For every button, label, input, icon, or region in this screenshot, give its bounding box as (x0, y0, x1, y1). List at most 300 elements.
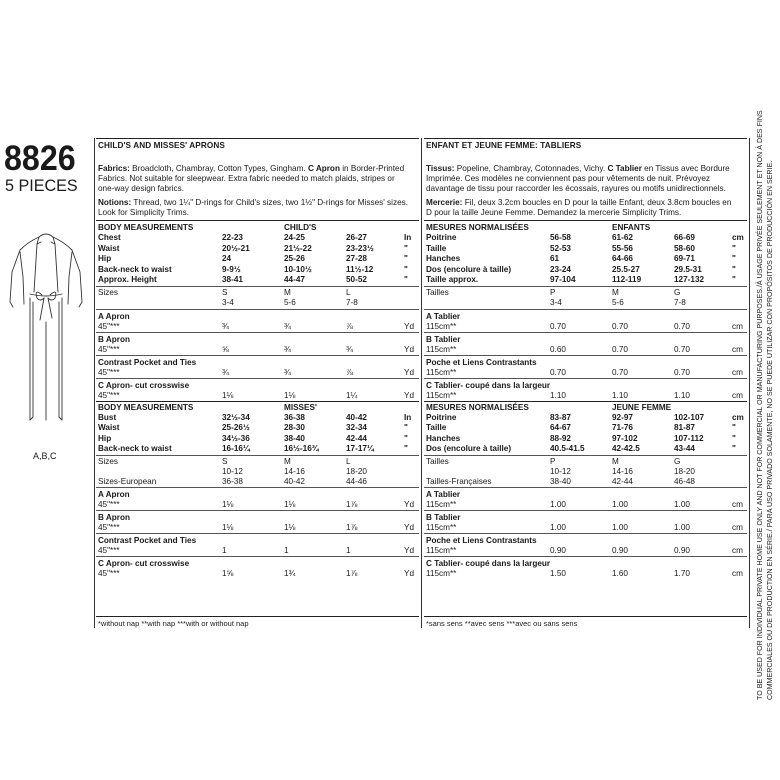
european-size: 42-44 (612, 476, 633, 486)
unit: Yd (404, 344, 415, 354)
unit: In (404, 233, 412, 242)
yardage-value: 1⅞ (346, 522, 358, 532)
yardage-value: 0.70 (674, 367, 690, 377)
unit: " (404, 433, 408, 443)
yardage-value: ⅝ (222, 344, 229, 354)
unit: Yd (404, 367, 415, 377)
measurement-label: Hip (98, 254, 112, 263)
panel-top-rule (96, 138, 419, 139)
size-letter: S (222, 456, 228, 466)
fabrics-paragraph (98, 164, 411, 195)
view-label: Contrast Pocket and Ties (98, 535, 197, 545)
yardage-row (426, 545, 747, 556)
measurement-row (98, 243, 419, 254)
measurement-row (98, 412, 419, 423)
unit: Yd (404, 321, 415, 331)
unit: cm (732, 522, 743, 532)
unit: cm (732, 499, 743, 509)
size-group-header: JEUNE FEMME (612, 402, 672, 412)
measurement-value: 9-9½ (222, 264, 241, 274)
size-number: 5-6 (612, 297, 624, 307)
measurement-value: 40.5-41.5 (550, 444, 585, 453)
size-letter: M (284, 456, 291, 466)
size-number: 5-6 (284, 297, 296, 307)
measurement-row (426, 243, 747, 254)
measurement-value: 36-38 (284, 412, 305, 422)
measurement-value: 17-17¼ (346, 444, 374, 453)
measurement-row (426, 264, 747, 275)
fabric-width: 115cm** (426, 545, 457, 555)
size-letter: M (612, 456, 619, 466)
measurement-row (98, 433, 419, 444)
view-label: Contrast Pocket and Ties (98, 357, 197, 367)
size-number: 7-8 (674, 297, 686, 307)
measurement-row (426, 433, 747, 444)
notions-paragraph (98, 198, 411, 218)
measurement-row (98, 443, 419, 454)
french-panel (424, 138, 747, 626)
measurement-value: 22-23 (222, 233, 243, 242)
view-label: B Apron (98, 512, 130, 522)
measurement-value: 58-60 (674, 243, 695, 253)
measurement-label: Taille (426, 243, 447, 253)
view-label: C Tablier- coupé dans la largeur (426, 380, 551, 390)
yardage-row (98, 499, 419, 510)
yardage-row (98, 367, 419, 378)
unit: cm (732, 568, 743, 578)
footnote: *without nap **with nap ***with or without nap (98, 619, 249, 628)
measurement-value: 44-47 (284, 275, 305, 284)
size-number: 14-16 (612, 466, 633, 476)
measurement-label: Poitrine (426, 233, 457, 242)
unit: " (732, 264, 736, 274)
measurement-label: Poitrine (426, 412, 457, 422)
table-rule (96, 510, 419, 511)
yardage-value: ⅞ (346, 367, 353, 377)
measurement-row (98, 422, 419, 433)
measurement-label: Dos (encolure à taille) (426, 444, 512, 453)
measurement-value: 88-92 (550, 433, 571, 443)
yardage-value: 0.70 (612, 321, 628, 331)
unit: Yd (404, 390, 415, 400)
european-sizes-label: Sizes-European (98, 476, 157, 486)
measurement-row (426, 412, 747, 423)
yardage-value: ¾ (222, 321, 229, 331)
fabrics-text: Broadcloth, Chambray, Cotton Types, Gingham. (129, 164, 308, 173)
unit: cm (732, 344, 743, 354)
fabric-width: 115cm** (426, 568, 457, 578)
table-rule (424, 309, 747, 310)
size-letter: M (612, 287, 619, 297)
yardage-value: 1.00 (674, 499, 690, 509)
size-number: 14-16 (284, 466, 305, 476)
european-sizes-row (98, 476, 419, 487)
measurement-value: 34½-36 (222, 433, 250, 443)
yardage-value: 1⅛ (222, 499, 234, 509)
table-bottom-rule (424, 616, 747, 617)
yardage-row (426, 321, 747, 332)
measurement-value: 11½-12 (346, 264, 374, 274)
yardage-row (426, 344, 747, 355)
fabric-width: 115cm** (426, 344, 457, 354)
table-rule (424, 220, 747, 221)
measurement-value: 23-23½ (346, 243, 374, 253)
measurement-row (426, 232, 747, 243)
measurement-value: 42-44 (346, 433, 367, 443)
size-group-header: ENFANTS (612, 223, 651, 232)
table-rule (424, 355, 747, 356)
yardage-row (98, 321, 419, 332)
fabric-width: 115cm** (426, 499, 457, 509)
measurement-value: 102-107 (674, 412, 705, 422)
yardage-value: 1⅛ (222, 522, 234, 532)
size-letter: S (222, 287, 228, 297)
measurement-value: 61-62 (612, 233, 633, 242)
measurement-value: 55-56 (612, 243, 633, 253)
fabric-width: 115cm** (426, 390, 457, 400)
measurement-label: Back-neck to waist (98, 444, 172, 453)
size-number: 10-12 (550, 466, 571, 476)
table-rule (424, 332, 747, 333)
table-rule (424, 556, 747, 557)
notions-label: Mercerie: (426, 198, 463, 207)
measurement-value: 92-97 (612, 412, 633, 422)
table-rule (96, 556, 419, 557)
measurement-value: 43-44 (674, 444, 695, 453)
unit: " (404, 444, 408, 453)
yardage-value: 1⅛ (284, 522, 296, 532)
view-label: B Tablier (426, 512, 461, 522)
size-group-header: CHILD'S (284, 223, 317, 232)
unit: " (732, 254, 736, 263)
fabric-width: 45"*** (98, 499, 120, 509)
notions-text: Thread, two 1¼" D-rings for Child's sizes, two 1½" D-rings for Misses' sizes. Look for Simplicity Trims. (98, 198, 408, 218)
views-label: A,B,C (33, 451, 57, 461)
size-number: 10-12 (222, 466, 243, 476)
european-size: 40-42 (284, 476, 305, 486)
table-rule (424, 510, 747, 511)
yardage-row (98, 522, 419, 533)
yardage-value: 1.00 (612, 522, 628, 532)
fabrics-label: Fabrics: (98, 164, 130, 173)
european-sizes-label: Tailles-Françaises (426, 476, 492, 486)
yardage-row (98, 344, 419, 355)
fabric-width: 45"*** (98, 568, 120, 578)
notions-paragraph (426, 198, 739, 218)
measurement-value: 97-104 (550, 275, 576, 284)
sizes-number-row (98, 297, 419, 308)
size-letter: M (284, 287, 291, 297)
measurement-row (426, 422, 747, 433)
european-size: 36-38 (222, 476, 243, 486)
notions-label: Notions: (98, 198, 132, 207)
measurement-value: 23-24 (550, 264, 571, 274)
table-rule (96, 355, 419, 356)
yardage-value: 0.90 (612, 545, 628, 555)
yardage-value: 1.00 (550, 522, 566, 532)
measurement-label: Waist (98, 423, 120, 432)
size-letter: L (346, 287, 351, 297)
yardage-value: 0.70 (550, 321, 566, 331)
measurement-value: 61 (550, 254, 560, 263)
measurement-value: 52-53 (550, 243, 571, 253)
unit: " (404, 275, 408, 284)
table-rule (96, 378, 419, 379)
unit: " (404, 254, 408, 263)
view-label: Poche et Liens Contrastants (426, 357, 537, 367)
measurement-row (426, 274, 747, 285)
measurement-value: 64-66 (612, 254, 633, 263)
unit: In (404, 412, 412, 422)
yardage-value: 1⅛ (284, 390, 296, 400)
yardage-row (426, 499, 747, 510)
unit: " (732, 243, 736, 253)
unit: cm (732, 545, 743, 555)
measurement-row (98, 232, 419, 243)
unit: Yd (404, 522, 415, 532)
view-label: C Apron- cut crosswise (98, 558, 190, 568)
size-letter: G (674, 456, 681, 466)
size-letter: P (550, 456, 556, 466)
yardage-value: ¾ (284, 367, 291, 377)
measurement-value: 42-42.5 (612, 444, 640, 453)
yardage-value: 0.70 (674, 344, 690, 354)
measurement-label: Approx. Height (98, 275, 157, 284)
measurement-value: 81-87 (674, 423, 695, 432)
body-measurements-header: MESURES NORMALISÉES (426, 223, 529, 232)
measurement-label: Taille approx. (426, 275, 479, 284)
view-label: A Tablier (426, 489, 461, 499)
yardage-value: ⅞ (346, 321, 353, 331)
measurement-value: 27-28 (346, 254, 367, 263)
yardage-value: 1.60 (612, 568, 628, 578)
measurement-label: Back-neck to waist (98, 264, 172, 274)
divider-middle (421, 138, 422, 628)
yardage-value: 1⅛ (284, 499, 296, 509)
size-letter: P (550, 287, 556, 297)
yardage-value: 0.70 (550, 367, 566, 377)
measurement-value: 16½-16¾ (284, 444, 319, 453)
unit: " (732, 423, 736, 432)
size-letter: L (346, 456, 351, 466)
yardage-row (98, 568, 419, 579)
yardage-value: 0.90 (674, 545, 690, 555)
apron-back-view-figure (6, 232, 86, 424)
body-measurements-header: BODY MEASUREMENTS (98, 223, 194, 232)
fabric-width: 115cm** (426, 321, 457, 331)
table-rule (96, 533, 419, 534)
european-size: 38-40 (550, 476, 571, 486)
measurement-value: 10-10½ (284, 264, 312, 274)
sizes-label: Tailles (426, 287, 449, 297)
unit: cm (732, 233, 744, 242)
yardage-value: 1.50 (550, 568, 566, 578)
measurement-value: 71-76 (612, 423, 633, 432)
size-number: 3-4 (222, 297, 234, 307)
yardage-value: 1.70 (674, 568, 690, 578)
fabrics-text-2: in Border-Printed Fabrics. Not suitable for sleepwear. Extra fabric needed to match plaids, stripes or one-way design fabrics. (98, 164, 405, 194)
measurement-value: 32-34 (346, 423, 367, 432)
measurement-value: 66-69 (674, 233, 695, 242)
sizes-label: Sizes (98, 287, 119, 297)
fabrics-text-2: en Tissus avec Bordure Imprimée. Ces modèles ne conviennent pas pour vêtements de nuit. Prévoyez davantage de tissu pour raccorder les écossais, rayures ou motifs unidirectionnels. (426, 164, 730, 194)
yardage-row (426, 390, 747, 401)
measurement-value: 20½-21 (222, 243, 250, 253)
yardage-value: 1⅞ (346, 568, 358, 578)
measurement-value: 29.5-31 (674, 264, 702, 274)
measurement-label: Bust (98, 412, 117, 422)
unit: cm (732, 321, 743, 331)
yardage-value: 1 (284, 545, 289, 555)
unit: " (732, 444, 736, 453)
table-rule (96, 332, 419, 333)
divider-left (94, 138, 95, 628)
view-label: A Apron (98, 489, 130, 499)
view-label: Poche et Liens Contrastants (426, 535, 537, 545)
table-rule (424, 533, 747, 534)
view-label: B Tablier (426, 334, 461, 344)
yardage-value: 0.70 (674, 321, 690, 331)
yardage-value: 0.70 (612, 344, 628, 354)
yardage-row (426, 367, 747, 378)
pattern-pieces-count: 5 PIECES (5, 176, 78, 195)
yardage-row (98, 545, 419, 556)
sizes-label: Sizes (98, 456, 119, 466)
unit: cm (732, 367, 743, 377)
measurement-value: 25-26 (284, 254, 305, 263)
measurement-value: 25.5-27 (612, 264, 640, 274)
size-number: 18-20 (674, 466, 695, 476)
yardage-value: 1¾ (284, 568, 296, 578)
measurement-label: Dos (encolure à taille) (426, 264, 512, 274)
yardage-value: 1⅝ (222, 568, 234, 578)
size-number: 3-4 (550, 297, 562, 307)
measurement-label: Hip (98, 433, 112, 443)
yardage-value: ¾ (222, 367, 229, 377)
measurement-value: 127-132 (674, 275, 705, 284)
measurement-row (426, 253, 747, 264)
measurement-value: 69-71 (674, 254, 695, 263)
measurement-value: 56-58 (550, 233, 571, 242)
fabrics-paragraph (426, 164, 739, 195)
fabric-width: 115cm** (426, 367, 457, 377)
measurement-value: 28-30 (284, 423, 305, 432)
size-number: 7-8 (346, 297, 358, 307)
european-sizes-row (426, 476, 747, 487)
measurement-value: 50-52 (346, 275, 367, 284)
yardage-value: ¾ (284, 321, 291, 331)
legal-notice (756, 110, 776, 700)
fabrics-text: Popeline, Chambray, Cotonnades, Vichy. (454, 164, 608, 173)
european-size: 44-46 (346, 476, 367, 486)
size-number: 18-20 (346, 466, 367, 476)
fabric-width: 45"*** (98, 321, 120, 331)
yardage-value: 0.90 (550, 545, 566, 555)
measurement-label: Taille (426, 423, 447, 432)
measurement-value: 112-119 (612, 275, 642, 284)
yardage-value: 1⅛ (222, 390, 234, 400)
body-measurements-header: BODY MEASUREMENTS (98, 402, 194, 412)
measurement-value: 24-25 (284, 233, 305, 242)
panel-title: ENFANT ET JEUNE FEMME: TABLIERS (426, 141, 582, 150)
yardage-row (426, 522, 747, 533)
fabrics-label: Tissus: (426, 164, 455, 173)
fabric-width: 45"*** (98, 545, 120, 555)
measurement-value: 38-40 (284, 433, 305, 443)
unit: cm (732, 412, 744, 422)
yardage-value: 1.10 (550, 390, 566, 400)
measurement-row (98, 264, 419, 275)
unit: " (404, 243, 408, 253)
divider-right (749, 138, 750, 628)
unit: " (404, 423, 408, 432)
unit: cm (732, 390, 743, 400)
measurement-label: Hanches (426, 254, 461, 263)
view-label: A Tablier (426, 311, 461, 321)
yardage-value: 0.70 (612, 367, 628, 377)
table-rule (96, 487, 419, 488)
size-letter: G (674, 287, 681, 297)
yardage-value: 1.10 (612, 390, 628, 400)
measurement-value: 16-16¼ (222, 444, 250, 453)
measurement-value: 26-27 (346, 233, 367, 242)
table-bottom-rule (96, 616, 419, 617)
measurement-value: 25-26½ (222, 423, 250, 432)
unit: Yd (404, 499, 415, 509)
measurement-value: 38-41 (222, 275, 243, 284)
panel-title: CHILD'S AND MISSES' APRONS (98, 141, 225, 150)
yardage-value: 1 (346, 545, 351, 555)
measurement-row (98, 253, 419, 264)
measurement-label: Waist (98, 243, 120, 253)
table-rule (96, 309, 419, 310)
unit: Yd (404, 545, 415, 555)
measurement-value: 107-112 (674, 433, 704, 443)
measurement-row (98, 274, 419, 285)
view-label: B Apron (98, 334, 130, 344)
yardage-value: 0.60 (550, 344, 566, 354)
yardage-value: 1.00 (674, 522, 690, 532)
view-label: C Tablier- coupé dans la largeur (426, 558, 551, 568)
measurement-value: 97-102 (612, 433, 638, 443)
size-group-header: MISSES' (284, 402, 317, 412)
fabric-width: 115cm** (426, 522, 457, 532)
fabric-width: 45"*** (98, 344, 120, 354)
measurement-label: Hanches (426, 433, 461, 443)
sizes-label: Tailles (426, 456, 449, 466)
measurement-value: 40-42 (346, 412, 367, 422)
measurement-value: 24 (222, 254, 232, 263)
pattern-number: 8826 (4, 139, 76, 178)
measurement-value: 32½-34 (222, 412, 250, 422)
unit: Yd (404, 568, 415, 578)
english-panel (96, 138, 419, 626)
fabric-width: 45"*** (98, 522, 120, 532)
measurement-value: 83-87 (550, 412, 571, 422)
yardage-value: ¾ (284, 344, 291, 354)
measurement-label: Chest (98, 233, 121, 242)
sizes-number-row (426, 297, 747, 308)
body-measurements-header: MESURES NORMALISÉES (426, 402, 529, 412)
yardage-value: 1 (222, 545, 227, 555)
yardage-value: 1¼ (346, 390, 358, 400)
yardage-value: 1.00 (612, 499, 628, 509)
panel-top-rule (424, 138, 747, 139)
measurement-row (426, 443, 747, 454)
fabrics-c-label: C Tablier (607, 164, 642, 173)
legal-line-1: TO BE USED FOR INDIVIDUAL PRIVATE HOME USE ONLY AND NOT FOR COMMERCIAL OR MANUFACTURING PURPOSES./À USAGE PRIVÉE SEULEMENT ET NON À DES FINS (756, 110, 764, 700)
view-label: C Apron- cut crosswise (98, 380, 190, 390)
